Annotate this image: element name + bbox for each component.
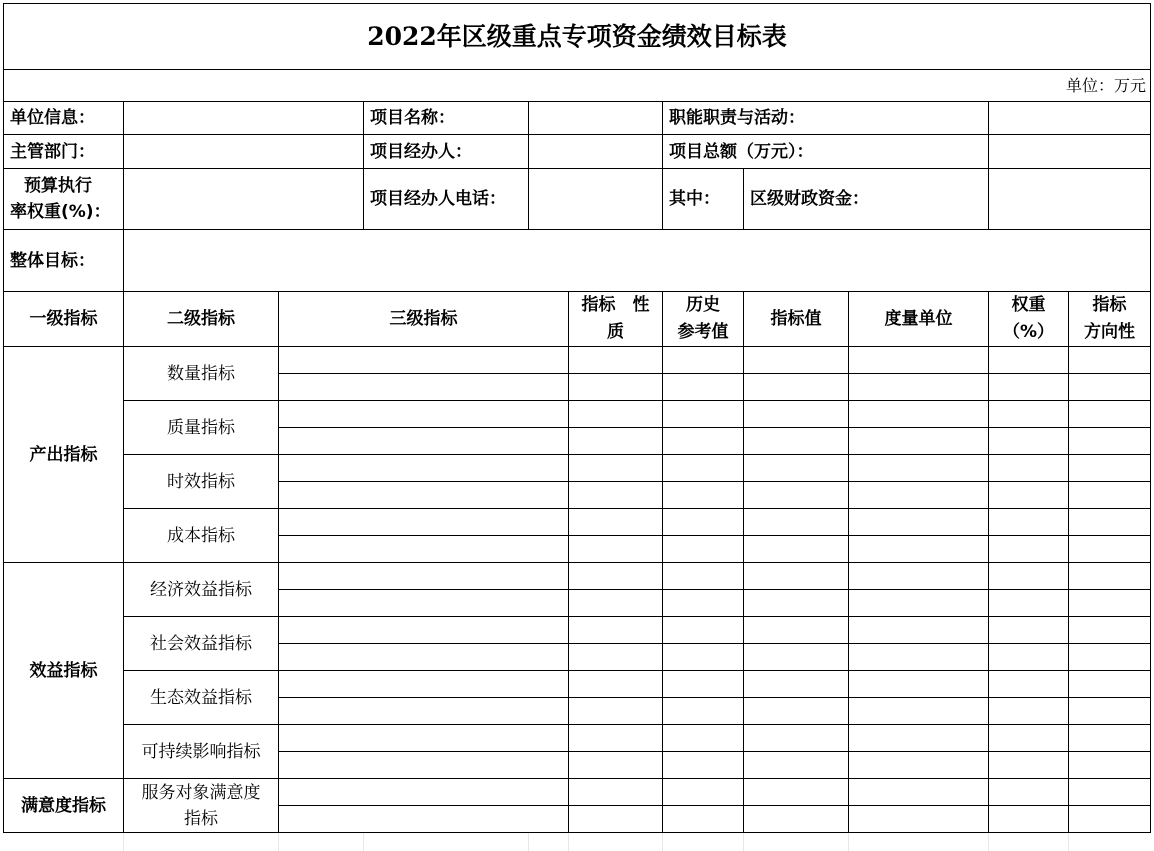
header-nature-line2: 质 — [607, 322, 624, 342]
history-cell[interactable] — [663, 509, 744, 536]
unit-cell[interactable] — [849, 671, 989, 698]
duties-label: 职能职责与活动： — [663, 102, 989, 135]
nature-cell[interactable] — [569, 644, 663, 671]
sub-indicator: 社会效益指标 — [124, 617, 279, 671]
value-cell[interactable] — [744, 536, 849, 563]
header-unit: 度量单位 — [849, 292, 989, 347]
sub-indicator: 数量指标 — [124, 347, 279, 401]
weight-cell[interactable] — [989, 752, 1069, 779]
level3-cell[interactable] — [279, 374, 569, 401]
district-funds-label: 区级财政资金： — [744, 169, 989, 230]
budget-rate-label-line2: 率权重(%)： — [10, 202, 111, 222]
table-row — [4, 617, 1151, 644]
direction-cell[interactable] — [1069, 509, 1151, 536]
gridline — [123, 833, 124, 851]
gridline — [662, 833, 663, 851]
level3-cell[interactable] — [279, 536, 569, 563]
history-cell[interactable] — [663, 536, 744, 563]
unit-info-cell[interactable] — [124, 102, 364, 135]
level3-cell[interactable] — [279, 401, 569, 428]
table-row — [4, 455, 1151, 482]
weight-cell[interactable] — [989, 347, 1069, 374]
weight-cell[interactable] — [989, 482, 1069, 509]
direction-cell[interactable] — [1069, 779, 1151, 806]
weight-cell[interactable] — [989, 698, 1069, 725]
budget-rate-label — [4, 169, 124, 230]
direction-cell[interactable] — [1069, 536, 1151, 563]
weight-cell[interactable] — [989, 725, 1069, 752]
unit-cell[interactable] — [849, 482, 989, 509]
nature-cell[interactable] — [569, 455, 663, 482]
value-cell[interactable] — [744, 455, 849, 482]
table-row — [4, 563, 1151, 590]
direction-cell[interactable] — [1069, 752, 1151, 779]
history-cell[interactable] — [663, 617, 744, 644]
level3-cell[interactable] — [279, 428, 569, 455]
value-cell[interactable] — [744, 563, 849, 590]
header-nature-line1: 指标 性 — [581, 295, 650, 315]
page-title: 2022年区级重点专项资金绩效目标表 — [4, 4, 1151, 70]
unit-cell[interactable] — [849, 779, 989, 806]
sub-indicator: 时效指标 — [124, 455, 279, 509]
value-cell[interactable] — [744, 671, 849, 698]
direction-cell[interactable] — [1069, 347, 1151, 374]
value-cell[interactable] — [744, 401, 849, 428]
nature-cell[interactable] — [569, 428, 663, 455]
nature-cell[interactable] — [569, 563, 663, 590]
direction-cell[interactable] — [1069, 725, 1151, 752]
nature-cell[interactable] — [569, 698, 663, 725]
level3-cell[interactable] — [279, 779, 569, 806]
department-label: 主管部门： — [4, 135, 124, 169]
level3-cell[interactable] — [279, 698, 569, 725]
direction-cell[interactable] — [1069, 671, 1151, 698]
manager-phone-cell[interactable] — [529, 169, 663, 230]
weight-cell[interactable] — [989, 644, 1069, 671]
total-amount-label: 项目总额（万元）： — [663, 135, 989, 169]
value-cell[interactable] — [744, 725, 849, 752]
direction-cell[interactable] — [1069, 617, 1151, 644]
sub-indicator: 生态效益指标 — [124, 671, 279, 725]
sub-indicator: 成本指标 — [124, 509, 279, 563]
value-cell[interactable] — [744, 590, 849, 617]
header-history-line2: 参考值 — [677, 322, 729, 342]
nature-cell[interactable] — [569, 752, 663, 779]
table-row — [4, 779, 1151, 806]
unit-cell[interactable] — [849, 536, 989, 563]
value-cell[interactable] — [744, 644, 849, 671]
history-cell[interactable] — [663, 725, 744, 752]
unit-cell[interactable] — [849, 644, 989, 671]
gridline — [848, 833, 849, 851]
history-cell[interactable] — [663, 752, 744, 779]
value-cell[interactable] — [744, 428, 849, 455]
gridline — [528, 833, 529, 851]
direction-cell[interactable] — [1069, 806, 1151, 833]
weight-cell[interactable] — [989, 455, 1069, 482]
header-weight-line1: 权重 — [1011, 295, 1046, 315]
sub-indicator: 质量指标 — [124, 401, 279, 455]
performance-goal-table — [3, 3, 1151, 833]
history-cell[interactable] — [663, 671, 744, 698]
history-cell[interactable] — [663, 563, 744, 590]
weight-cell[interactable] — [989, 617, 1069, 644]
direction-cell[interactable] — [1069, 455, 1151, 482]
overall-goal-cell[interactable] — [124, 230, 1151, 292]
weight-cell[interactable] — [989, 671, 1069, 698]
weight-cell[interactable] — [989, 374, 1069, 401]
value-cell[interactable] — [744, 617, 849, 644]
budget-rate-cell[interactable] — [124, 169, 364, 230]
nature-cell[interactable] — [569, 401, 663, 428]
header-direction — [1069, 292, 1151, 347]
weight-cell[interactable] — [989, 428, 1069, 455]
level3-cell[interactable] — [279, 644, 569, 671]
value-cell[interactable] — [744, 509, 849, 536]
value-cell[interactable] — [744, 374, 849, 401]
weight-cell[interactable] — [989, 509, 1069, 536]
manager-label: 项目经办人： — [364, 135, 529, 169]
unit-cell[interactable] — [849, 428, 989, 455]
direction-cell[interactable] — [1069, 590, 1151, 617]
header-level2: 二级指标 — [124, 292, 279, 347]
level3-cell[interactable] — [279, 752, 569, 779]
unit-cell[interactable] — [849, 752, 989, 779]
weight-cell[interactable] — [989, 536, 1069, 563]
nature-cell[interactable] — [569, 671, 663, 698]
weight-cell[interactable] — [989, 779, 1069, 806]
value-cell[interactable] — [744, 752, 849, 779]
nature-cell[interactable] — [569, 374, 663, 401]
header-value: 指标值 — [744, 292, 849, 347]
overall-goal-label: 整体目标： — [4, 230, 124, 292]
history-cell[interactable] — [663, 806, 744, 833]
manager-cell[interactable] — [529, 135, 663, 169]
header-history-line1: 历史 — [686, 295, 720, 315]
unit-cell[interactable] — [849, 509, 989, 536]
nature-cell[interactable] — [569, 536, 663, 563]
value-cell[interactable] — [744, 698, 849, 725]
table-row — [4, 725, 1151, 752]
unit-cell[interactable] — [849, 563, 989, 590]
gridline — [568, 833, 569, 851]
gridline — [363, 833, 364, 851]
nature-cell[interactable] — [569, 779, 663, 806]
unit-cell[interactable] — [849, 347, 989, 374]
project-name-label: 项目名称： — [364, 102, 529, 135]
table-row — [4, 401, 1151, 428]
nature-cell[interactable] — [569, 725, 663, 752]
level3-cell[interactable] — [279, 509, 569, 536]
history-cell[interactable] — [663, 779, 744, 806]
district-funds-cell[interactable] — [989, 169, 1151, 230]
history-cell[interactable] — [663, 482, 744, 509]
direction-cell[interactable] — [1069, 563, 1151, 590]
unit-info-label: 单位信息： — [4, 102, 124, 135]
header-direction-line1: 指标 — [1092, 295, 1127, 315]
direction-cell[interactable] — [1069, 644, 1151, 671]
history-cell[interactable] — [663, 347, 744, 374]
total-amount-cell[interactable] — [989, 135, 1151, 169]
sub-indicator — [124, 779, 279, 833]
history-cell[interactable] — [663, 428, 744, 455]
history-cell[interactable] — [663, 374, 744, 401]
sub-indicator: 可持续影响指标 — [124, 725, 279, 779]
nature-cell[interactable] — [569, 806, 663, 833]
department-cell[interactable] — [124, 135, 364, 169]
weight-cell[interactable] — [989, 563, 1069, 590]
group-satisfaction: 满意度指标 — [4, 779, 124, 833]
project-name-cell[interactable] — [529, 102, 663, 135]
among-label: 其中： — [663, 169, 744, 230]
value-cell[interactable] — [744, 482, 849, 509]
value-cell[interactable] — [744, 806, 849, 833]
level3-cell[interactable] — [279, 617, 569, 644]
level3-cell[interactable] — [279, 671, 569, 698]
header-nature — [569, 292, 663, 347]
sub-indicator-line: 指标 — [184, 808, 218, 829]
nature-cell[interactable] — [569, 617, 663, 644]
unit-cell[interactable] — [849, 617, 989, 644]
unit-cell[interactable] — [849, 455, 989, 482]
nature-cell[interactable] — [569, 482, 663, 509]
header-weight-line2: （%） — [1002, 322, 1055, 342]
gridline — [743, 833, 744, 851]
gridline — [988, 833, 989, 851]
unit-cell[interactable] — [849, 590, 989, 617]
unit-cell[interactable] — [849, 725, 989, 752]
group-benefit: 效益指标 — [4, 563, 124, 779]
unit-cell[interactable] — [849, 806, 989, 833]
history-cell[interactable] — [663, 590, 744, 617]
history-cell[interactable] — [663, 644, 744, 671]
level3-cell[interactable] — [279, 455, 569, 482]
history-cell[interactable] — [663, 401, 744, 428]
unit-cell[interactable] — [849, 374, 989, 401]
header-level1: 一级指标 — [4, 292, 124, 347]
level3-cell[interactable] — [279, 563, 569, 590]
unit-cell[interactable] — [849, 401, 989, 428]
table-row — [4, 671, 1151, 698]
gridline — [278, 833, 279, 851]
nature-cell[interactable] — [569, 347, 663, 374]
gridline — [1068, 833, 1069, 851]
manager-phone-label: 项目经办人电话： — [364, 169, 529, 230]
nature-cell[interactable] — [569, 509, 663, 536]
header-level3: 三级指标 — [279, 292, 569, 347]
sub-indicator: 经济效益指标 — [124, 563, 279, 617]
header-weight — [989, 292, 1069, 347]
level3-cell[interactable] — [279, 806, 569, 833]
unit-cell[interactable] — [849, 698, 989, 725]
duties-cell[interactable] — [989, 102, 1151, 135]
weight-cell[interactable] — [989, 806, 1069, 833]
value-cell[interactable] — [744, 779, 849, 806]
table-row — [4, 509, 1151, 536]
direction-cell[interactable] — [1069, 374, 1151, 401]
weight-cell[interactable] — [989, 401, 1069, 428]
weight-cell[interactable] — [989, 590, 1069, 617]
direction-cell[interactable] — [1069, 482, 1151, 509]
sub-indicator-line: 服务对象满意度 — [141, 782, 261, 803]
nature-cell[interactable] — [569, 590, 663, 617]
level3-cell[interactable] — [279, 725, 569, 752]
header-direction-line2: 方向性 — [1084, 322, 1135, 342]
group-output: 产出指标 — [4, 347, 124, 563]
direction-cell[interactable] — [1069, 428, 1151, 455]
budget-rate-label-line1: 预算执行 — [24, 176, 92, 196]
level3-cell[interactable] — [279, 590, 569, 617]
header-history — [663, 292, 744, 347]
value-cell[interactable] — [744, 347, 849, 374]
history-cell[interactable] — [663, 455, 744, 482]
level3-cell[interactable] — [279, 347, 569, 374]
direction-cell[interactable] — [1069, 401, 1151, 428]
table-row — [4, 347, 1151, 374]
unit-label: 单位：万元 — [4, 70, 1151, 102]
level3-cell[interactable] — [279, 482, 569, 509]
direction-cell[interactable] — [1069, 698, 1151, 725]
history-cell[interactable] — [663, 698, 744, 725]
